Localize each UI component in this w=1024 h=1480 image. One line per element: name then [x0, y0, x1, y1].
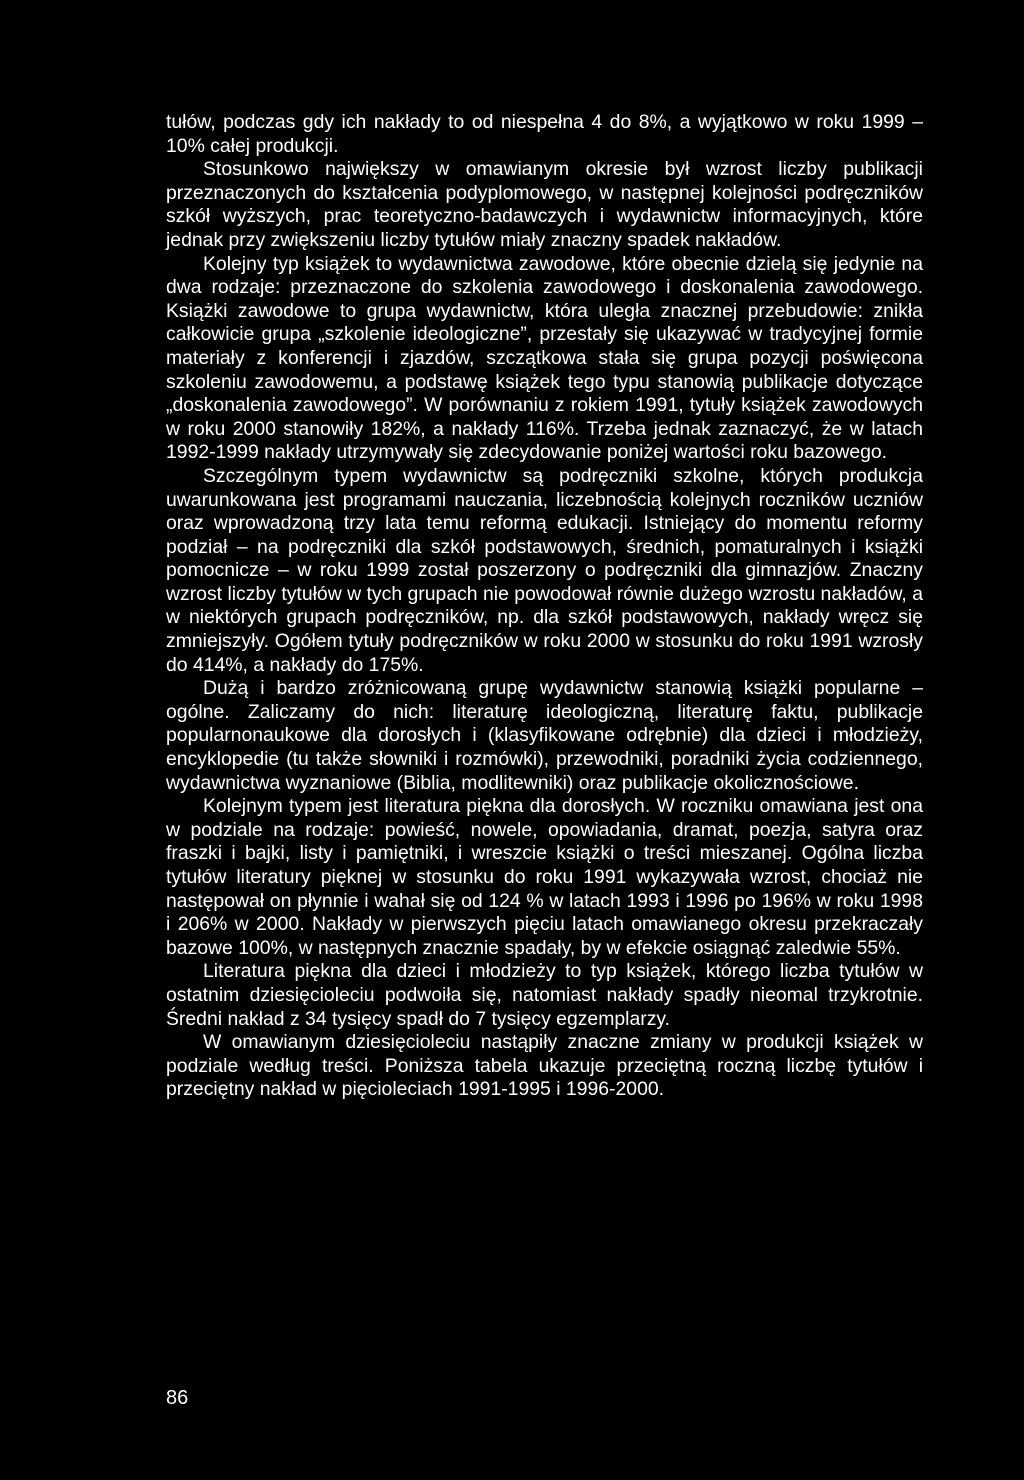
page-number: 86: [166, 1387, 189, 1409]
paragraph-continuation: tułów, podczas gdy ich nakłady to od niespełna 4 do 8%, a wyjątkowo w roku 1999 – 10% całej produkcji.: [166, 111, 923, 157]
paragraph-school-textbooks: Szczególnym typem wydawnictw są podręczniki szkolne, których produkcja uwarunkowana jest programami nauczania, liczebnością kolejnych roczników uczniów oraz wprowadzoną trzy lata temu reformą edukacji. Istniejący do momentu reformy podział – na podręczniki dla szkół podstawowych, średnich, pomaturalnych i książki pomocnicze – w roku 1999 został poszerzony o podręczniki dla gimnazjów. Znaczny wzrost liczby tytułów w tych grupach nie powodował równie dużego wzrostu nakładów, a w niektórych grupach podręczników, np. dla szkół podstawowych, nakłady wręcz się zmniejszyły. Ogółem tytuły podręczników w roku 2000 w stosunku do roku 1991 wzrosły do 414%, a nakłady do 175%.: [166, 464, 923, 676]
paragraph-professional-books: Kolejny typ książek to wydawnictwa zawodowe, które obecnie dzielą się jedynie na dwa rodzaje: przeznaczone do szkolenia zawodowego i doskonalenia zawodowego. Książki zawodowe to grupa wydawnictw, która uległa znacznej przebudowie: znikła całkowicie grupa „szkolenie ideologiczne”, przestały się ukazywać w tradycyjnej formie materiały z konferencji i zjazdów, szczątkowa stała się grupa pozycji poświęcona szkoleniu zawodowemu, a podstawę książek tego typu stanowią publikacje dotyczące „doskonalenia zawodowego”. W porównaniu z rokiem 1991, tytuły książek zawodowych w roku 2000 stanowiły 182%, a nakłady 116%. Trzeba jednak zaznaczyć, że w latach 1992-1999 nakłady utrzymywały się zdecydowanie poniżej wartości roku bazowego.: [166, 252, 923, 464]
paragraph-popular-books: Dużą i bardzo zróżnicowaną grupę wydawnictw stanowią książki popularne – ogólne. Zaliczamy do nich: literaturę ideologiczną, literaturę faktu, publikacje popularnonaukowe dla dorosłych i (klasyfikowane odrębnie) dla dzieci i młodzieży, encyklopedie (tu także słowniki i rozmówki), przewodniki, poradniki życia codziennego, wydawnictwa wyznaniowe (Biblia, modlitewniki) oraz publikacje okolicznościowe.: [166, 677, 923, 794]
page-text-block: [166, 111, 923, 1102]
paragraph-content-changes: W omawianym dziesięcioleciu nastąpiły znaczne zmiany w produkcji książek w podziale według treści. Poniższa tabela ukazuje przeciętną roczną liczbę tytułów i przeciętny nakład w pięcioleciach 1991-1995 i 1996-2000.: [166, 1031, 923, 1101]
paragraph-postgraduate: Stosunkowo największy w omawianym okresie był wzrost liczby publikacji przeznaczonych do kształcenia podyplomowego, w następnej kolejności podręczników szkół wyższych, prac teoretyczno-badawczych i wydawnictw informacyjnych, które jednak przy zwiększeniu liczby tytułów miały znaczny spadek nakładów.: [166, 158, 923, 251]
paragraph-adult-fiction: Kolejnym typem jest literatura piękna dla dorosłych. W roczniku omawiana jest ona w podziale na rodzaje: powieść, nowele, opowiadania, dramat, poezja, satyra oraz fraszki i bajki, listy i pamiętniki, i wreszcie książki o treści mieszanej. Ogólna liczba tytułów literatury pięknej w stosunku do roku 1991 wykazywała wzrost, chociaż nie następował on płynnie i wahał się od 124 % w latach 1993 i 1996 po 196% w roku 1998 i 206% w 2000. Nakłady w pierwszych pięciu latach omawianego okresu przekraczały bazowe 100%, w następnych znacznie spadały, by w efekcie osiągnąć zaledwie 55%.: [166, 795, 923, 959]
paragraph-children-fiction: Literatura piękna dla dzieci i młodzieży to typ książek, którego liczba tytułów w ostatnim dziesięcioleciu podwoiła się, natomiast nakłady spadły nieomal trzykrotnie. Średni nakład z 34 tysięcy spadł do 7 tysięcy egzemplarzy.: [166, 960, 923, 1030]
